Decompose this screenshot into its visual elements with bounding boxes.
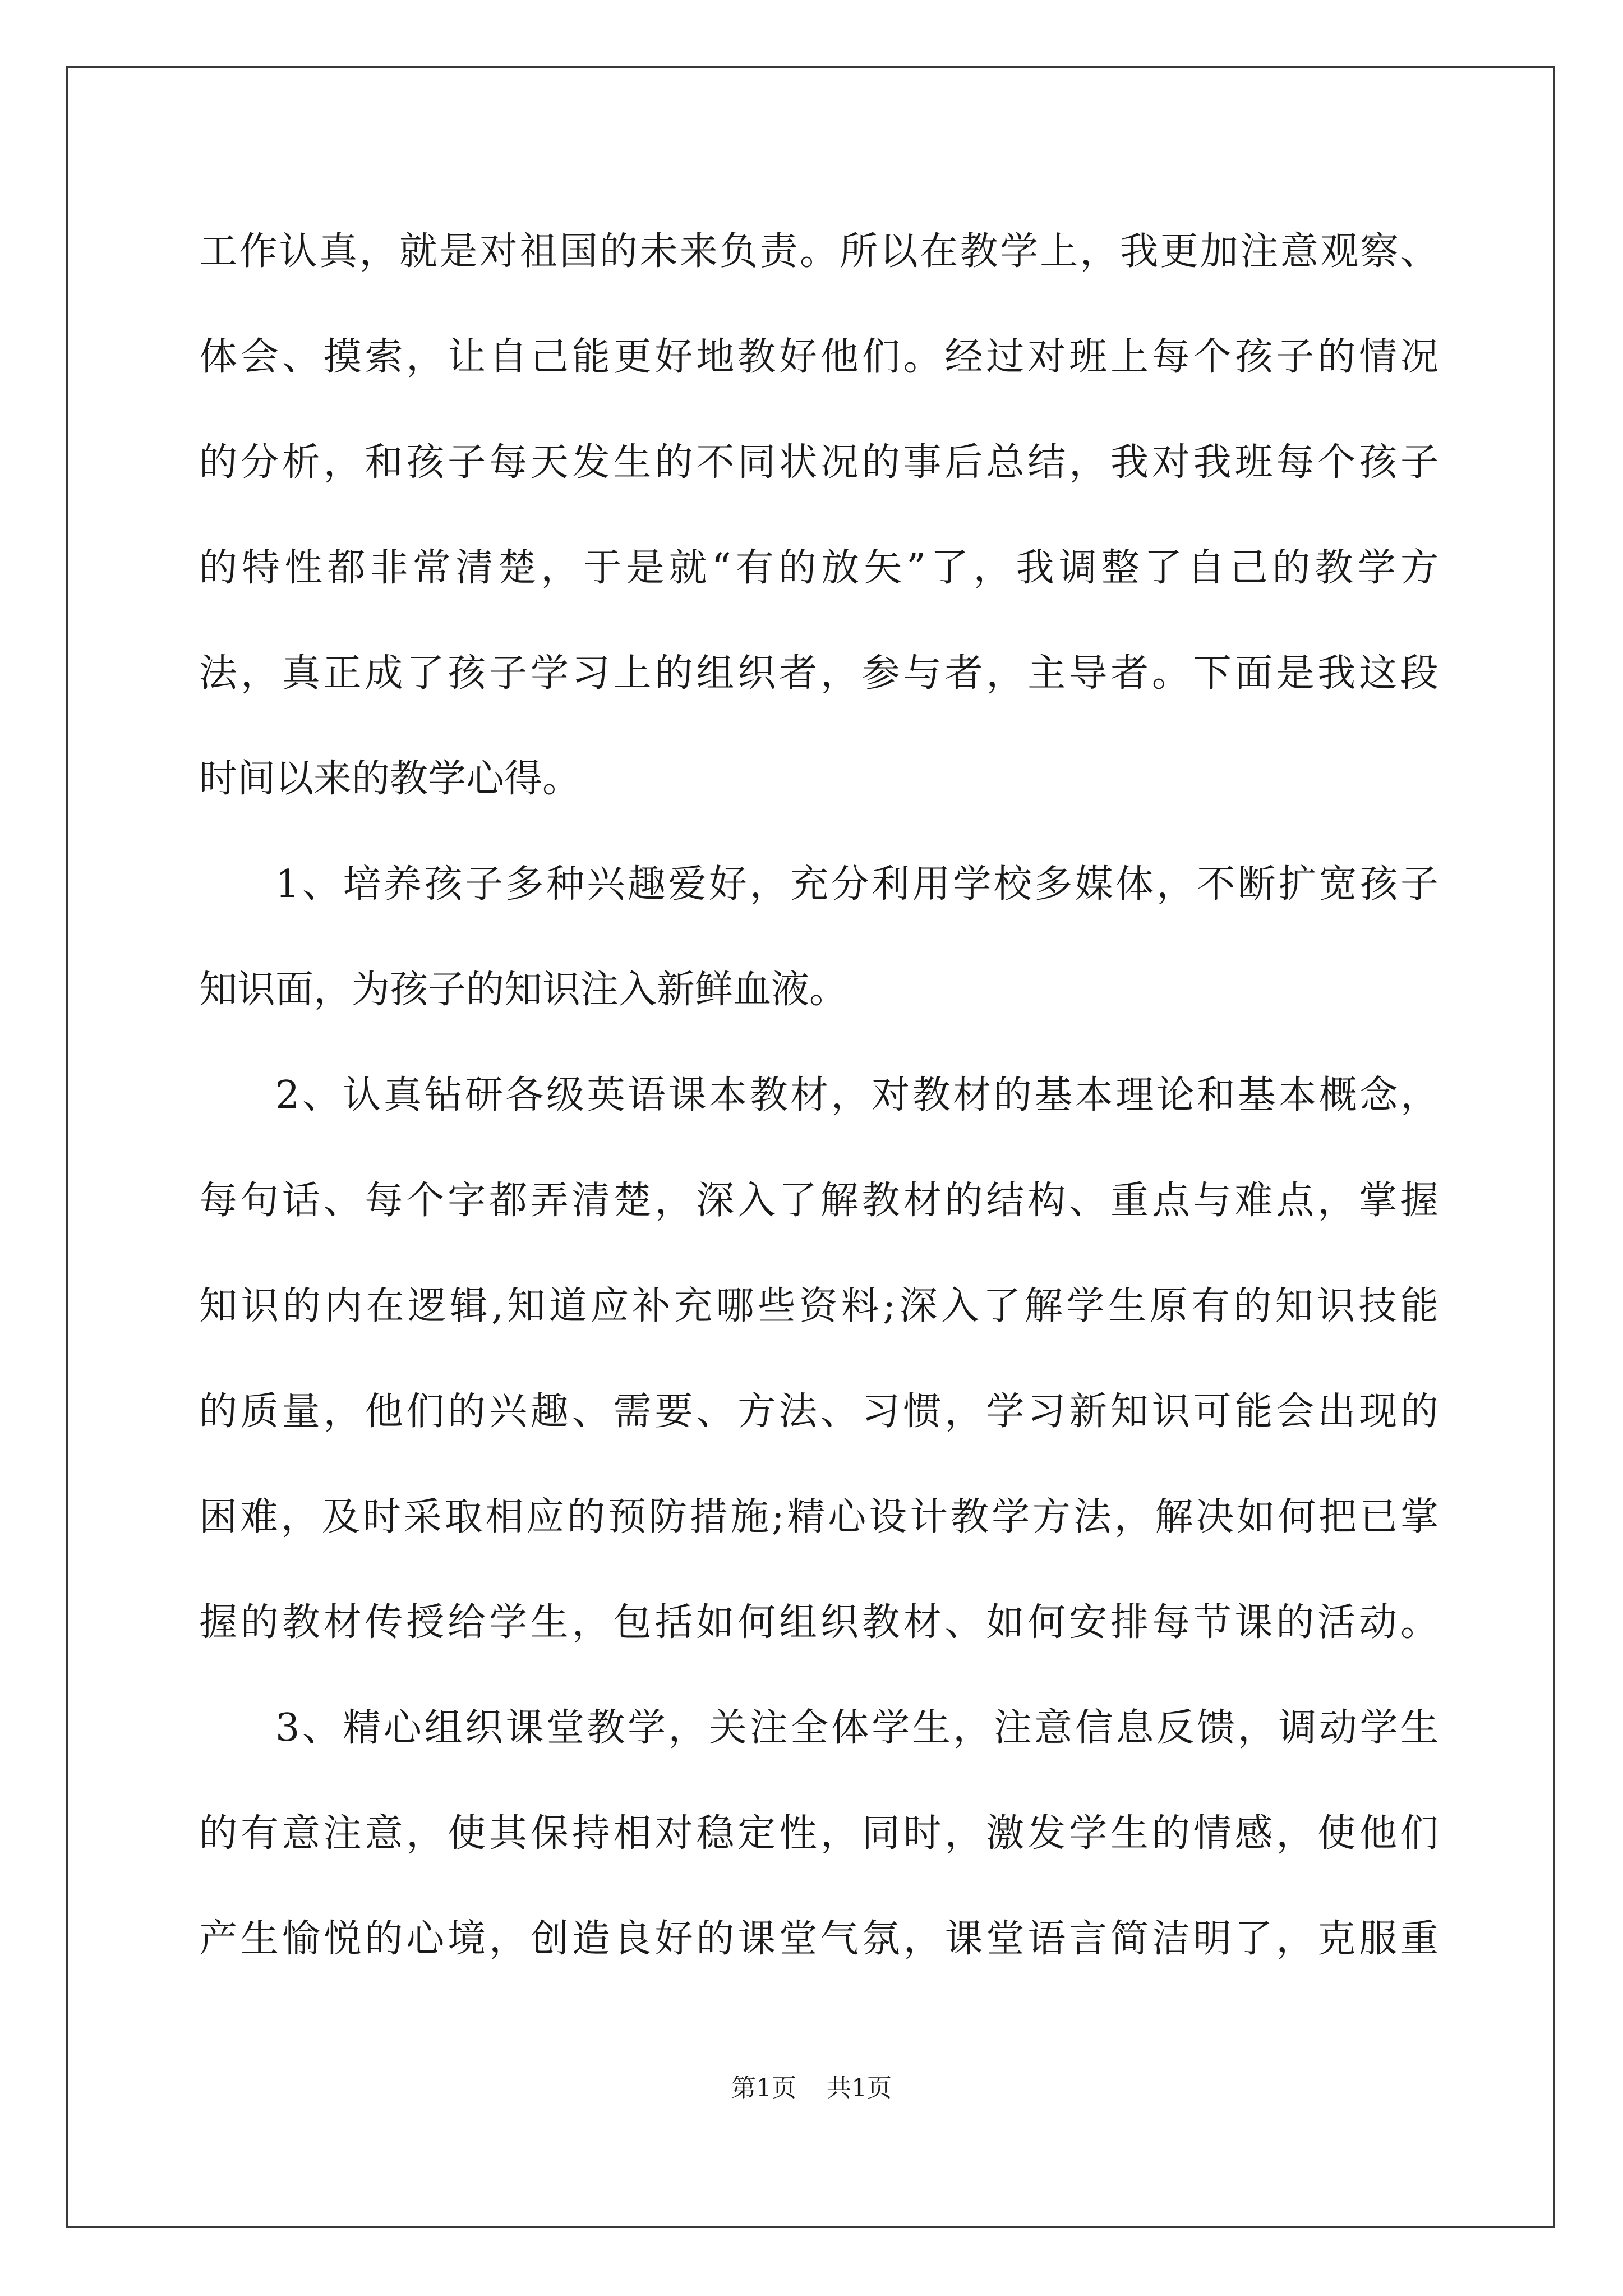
text-line: 知识面，为孩子的知识注入新鲜血液。 — [199, 968, 848, 1012]
text-line: 法，真正成了孩子学习上的组织者，参与者，主导者。下面是我这段 — [199, 651, 1438, 696]
text-line: 的特性都非常清楚，于是就“有的放矢”了，我调整了自己的教学方 — [199, 546, 1438, 590]
text-line: 体会、摸索，让自己能更好地教好他们。经过对班上每个孩子的情况 — [199, 335, 1438, 379]
page-total-label: 共1页 — [827, 2074, 892, 2102]
text-line: 的有意注意，使其保持相对稳定性，同时，激发学生的情感，使他们 — [199, 1811, 1438, 1856]
page-current-label: 第1页 — [731, 2074, 796, 2102]
text-line: 1、培养孩子多种兴趣爱好，充分利用学校多媒体，不断扩宽孩子 — [275, 862, 1438, 907]
text-line: 握的教材传授给学生，包括如何组织教材、如何安排每节课的活动。 — [199, 1600, 1438, 1645]
text-line: 每句话、每个字都弄清楚，深入了解教材的结构、重点与难点，掌握 — [199, 1179, 1438, 1223]
page-footer — [0, 2068, 1623, 2104]
text-line: 困难，及时采取相应的预防措施;精心设计教学方法，解决如何把已掌 — [199, 1495, 1438, 1539]
text-line: 时间以来的教学心得。 — [199, 757, 581, 801]
text-line: 产生愉悦的心境，创造良好的课堂气氛，课堂语言简洁明了，克服重 — [199, 1917, 1438, 1961]
text-line: 3、精心组织课堂教学，关注全体学生，注意信息反馈，调动学生 — [275, 1706, 1438, 1750]
text-line: 的质量，他们的兴趣、需要、方法、习惯，学习新知识可能会出现的 — [199, 1389, 1438, 1434]
document-body — [199, 199, 1438, 1992]
text-line: 2、认真钻研各级英语课本教材，对教材的基本理论和基本概念， — [275, 1073, 1438, 1117]
text-line: 工作认真，就是对祖国的未来负责。所以在教学上，我更加注意观察、 — [199, 229, 1438, 274]
text-line: 知识的内在逻辑,知道应补充哪些资料;深入了解学生原有的知识技能 — [199, 1284, 1438, 1328]
text-line: 的分析，和孩子每天发生的不同状况的事后总结，我对我班每个孩子 — [199, 440, 1438, 485]
